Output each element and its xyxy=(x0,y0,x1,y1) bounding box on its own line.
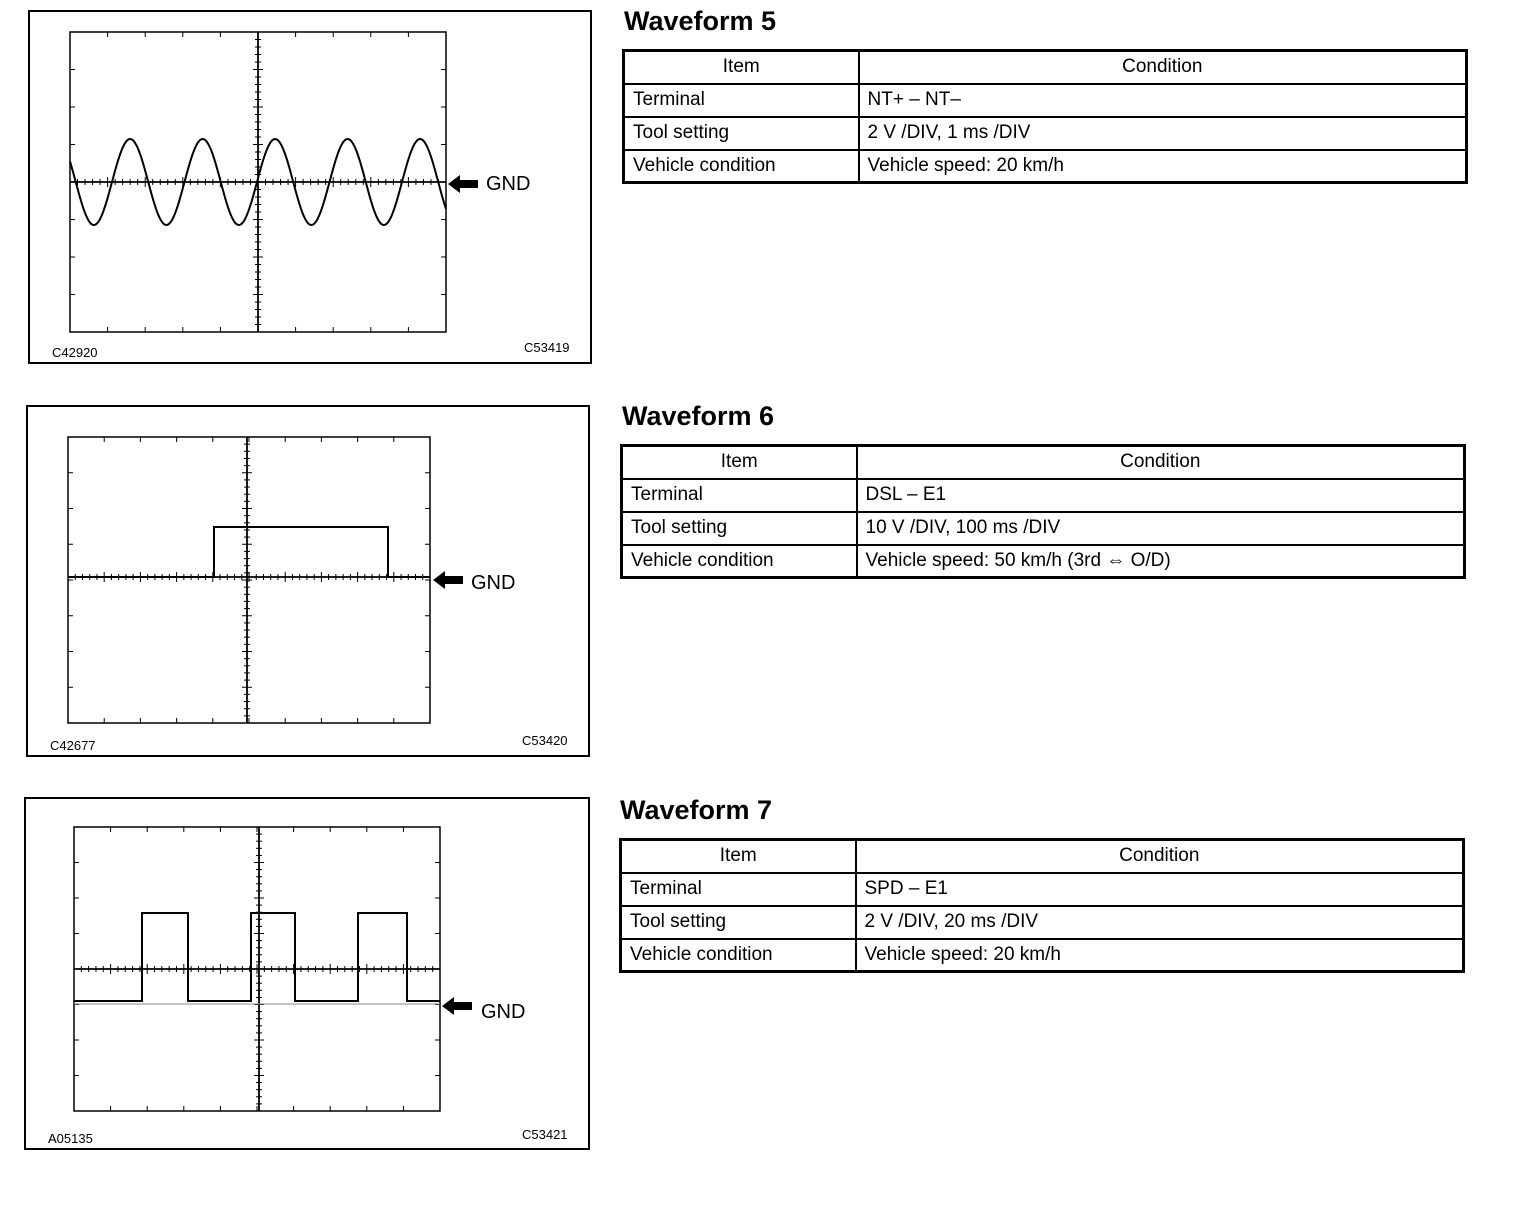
row-value: NT+ – NT– xyxy=(859,84,1467,117)
table-row xyxy=(621,873,1464,906)
gnd-arrow-icon xyxy=(433,571,465,594)
table-row xyxy=(622,545,1465,578)
scope-frame-7 xyxy=(24,797,590,1150)
gnd-label: GND xyxy=(486,173,531,195)
row-label: Vehicle condition xyxy=(624,150,859,183)
table-row xyxy=(621,939,1464,972)
section-title: Waveform 7 xyxy=(620,795,773,825)
header-item: Item xyxy=(624,51,859,84)
condition-table xyxy=(620,444,1466,579)
gnd-label: GND xyxy=(481,1001,526,1023)
gnd-arrow-icon xyxy=(448,175,480,198)
figure-code-left: C42677 xyxy=(50,738,96,753)
row-value: Vehicle speed: 20 km/h xyxy=(856,939,1464,972)
table-row xyxy=(624,84,1467,117)
figure-code-right: C53419 xyxy=(524,340,570,355)
condition-table xyxy=(619,838,1465,973)
row-label: Terminal xyxy=(624,84,859,117)
condition-table xyxy=(622,49,1468,184)
figure-code-right: C53420 xyxy=(522,733,568,748)
row-label: Terminal xyxy=(622,479,857,512)
table-row xyxy=(624,117,1467,150)
table-row xyxy=(624,150,1467,183)
header-condition: Condition xyxy=(859,51,1467,84)
gnd-label: GND xyxy=(471,572,516,594)
table-row xyxy=(622,512,1465,545)
figure-code-left: C42920 xyxy=(52,345,98,360)
row-label: Vehicle condition xyxy=(621,939,856,972)
row-value: Vehicle speed: 50 km/h (3rd ⇔ O/D) xyxy=(857,545,1465,578)
row-value: 10 V /DIV, 100 ms /DIV xyxy=(857,512,1465,545)
row-value: Vehicle speed: 20 km/h xyxy=(859,150,1467,183)
row-label: Terminal xyxy=(621,873,856,906)
row-value: 2 V /DIV, 1 ms /DIV xyxy=(859,117,1467,150)
row-value: 2 V /DIV, 20 ms /DIV xyxy=(856,906,1464,939)
row-label: Tool setting xyxy=(621,906,856,939)
pulse-waveform-trace xyxy=(68,527,430,577)
figure-code-left: A05135 xyxy=(48,1131,93,1146)
row-label: Tool setting xyxy=(624,117,859,150)
row-label: Vehicle condition xyxy=(622,545,857,578)
table-row xyxy=(621,906,1464,939)
table-row xyxy=(622,479,1465,512)
row-label: Tool setting xyxy=(622,512,857,545)
header-item: Item xyxy=(621,840,856,873)
row-value: DSL – E1 xyxy=(857,479,1465,512)
row-value: SPD – E1 xyxy=(856,873,1464,906)
header-item: Item xyxy=(622,446,857,479)
figure-code-right: C53421 xyxy=(522,1127,568,1142)
oscilloscope-display-7 xyxy=(26,799,588,1148)
header-condition: Condition xyxy=(857,446,1465,479)
section-title: Waveform 6 xyxy=(622,401,775,431)
header-condition: Condition xyxy=(856,840,1464,873)
section-title: Waveform 5 xyxy=(624,6,777,36)
gnd-arrow-icon xyxy=(442,997,474,1020)
